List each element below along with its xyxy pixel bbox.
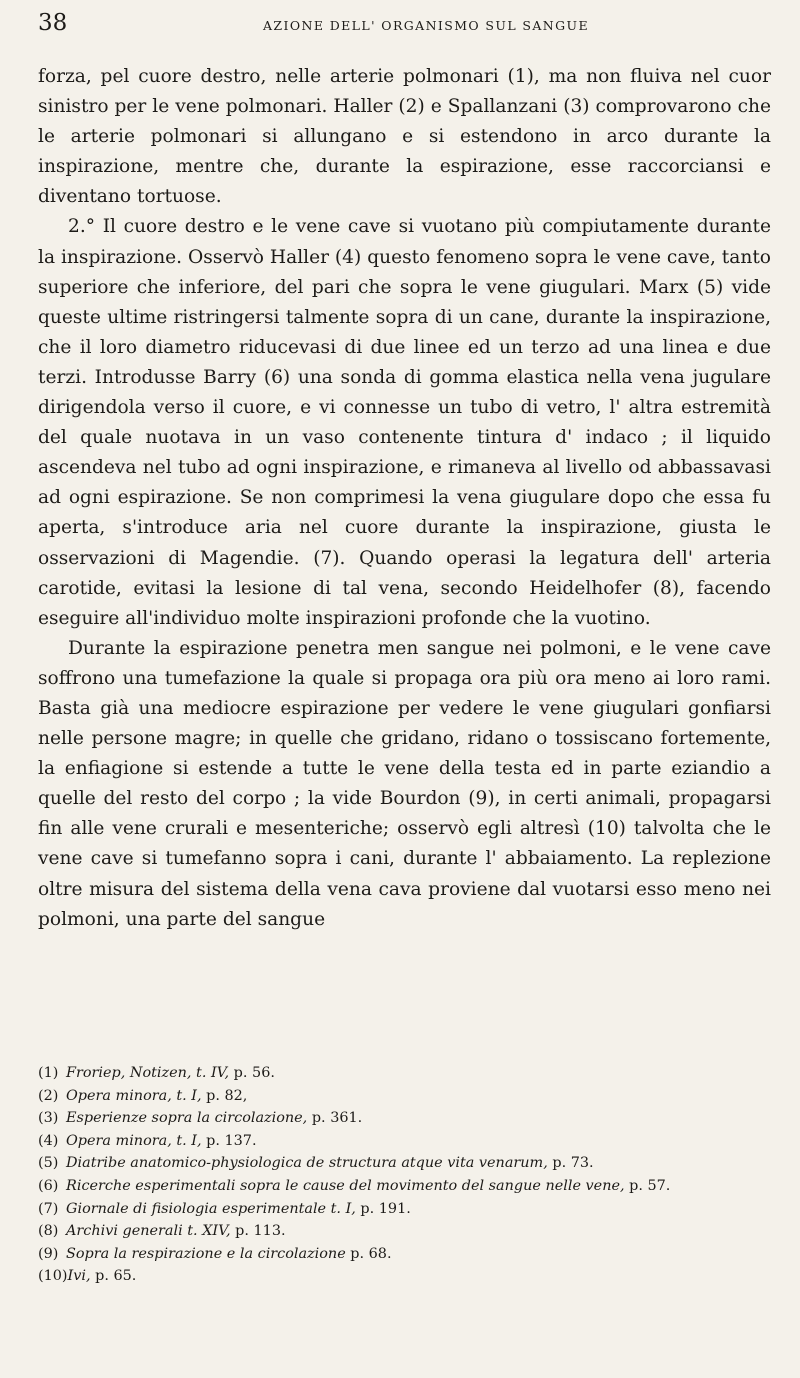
footnotes: [38, 1062, 771, 1288]
footnote: [38, 1107, 771, 1130]
footnote-title: Esperienze sopra la circolazione,: [66, 1110, 308, 1127]
footnote-title: Opera minora, t. I,: [66, 1087, 202, 1104]
footnote-number: (9): [38, 1245, 59, 1262]
footnote-number: (5): [38, 1155, 59, 1172]
footnote-number: (8): [38, 1223, 59, 1240]
footnote-number: (6): [38, 1177, 59, 1194]
running-head: AZIONE DELL' ORGANISMO SUL SANGUE: [263, 18, 589, 33]
footnote: [38, 1198, 771, 1221]
footnote-title: Opera minora, t. I,: [66, 1132, 202, 1149]
footnote-title: Ricerche esperimentali sopra le cause del movimento del sangue nelle vene,: [66, 1177, 625, 1194]
footnote-title: Archivi generali t. XIV,: [66, 1223, 231, 1240]
footnote: [38, 1062, 771, 1085]
paragraph-1: forza, pel cuore destro, nelle arterie polmonari (1), ma non fluiva nel cuor sinistro per le vene polmonari. Haller (2) e Spallanzani (3) comprovarono che le arterie polmonari si allungano e si estendono in arco durante la inspirazione, mentre che, durante la espirazione, esse raccorciansi e diventano tortuose.: [38, 66, 771, 208]
footnote-title: Diatribe anatomico-physiologica de structura atque vita venarum,: [66, 1155, 548, 1172]
page-header: [38, 10, 773, 40]
footnote: [38, 1175, 771, 1198]
footnote: [38, 1265, 771, 1288]
footnote-number: (1): [38, 1065, 59, 1081]
footnote-number: (10): [38, 1268, 68, 1285]
footnote-ref: p. 82,: [201, 1087, 248, 1104]
footnote-number: (7): [38, 1200, 59, 1217]
footnote-title: Froriep, Notizen, t. IV,: [66, 1065, 230, 1081]
footnote-number: (3): [38, 1110, 59, 1127]
footnote-number: (2): [38, 1087, 59, 1104]
footnote-ref: p. 191.: [355, 1200, 411, 1217]
footnote-ref: p. 56.: [229, 1065, 275, 1081]
footnote-ref: p. 57.: [624, 1177, 671, 1194]
footnote: [38, 1130, 771, 1153]
footnote-ref: p. 68.: [345, 1245, 392, 1262]
footnote-ref: p. 137.: [201, 1132, 257, 1149]
footnote-title: Giornale di fisiologia esperimentale t. I,: [66, 1200, 356, 1217]
footnote: [38, 1220, 771, 1243]
footnote-title: Ivi,: [67, 1268, 91, 1285]
footnote-title: Sopra la respirazione e la circolazione: [66, 1245, 346, 1262]
footnote-ref: p. 73.: [547, 1155, 594, 1172]
footnote-ref: p. 361.: [307, 1110, 363, 1127]
body-text: [38, 62, 771, 935]
footnote: [38, 1243, 771, 1266]
page-number: 38: [38, 10, 68, 36]
footnote-ref: p. 113.: [230, 1223, 286, 1240]
footnote: [38, 1085, 771, 1108]
paragraph-2: 2.° Il cuore destro e le vene cave si vuotano più compiutamente durante la inspirazione. Osservò Haller (4) questo fenomeno sopra le vene cave, tanto superiore che inferiore, del pari che sopra le vene giugulari. Marx (5) vide queste ultime ristringersi talmente sopra di un cane, durante la inspirazione, che il loro diametro riducevasi di due linee ed un terzo ad una linea e due terzi. Introdusse Barry (6) una sonda di gomma elastica nella vena jugulare dirigendola verso il cuore, e vi connesse un tubo di vetro, l' altra estremità del quale nuotava in un vaso contenente tintura d' indaco ; il liquido ascendeva nel tubo ad ogni inspirazione, e rimaneva al livello od abbassavasi ad ogni espirazione. Se non comprimesi la vena giugulare dopo che essa fu aperta, s'introduce aria nel cuore durante la inspirazione, giusta le osservazioni di Magendie. (7). Quando operasi la legatura dell' arteria carotide, evitasi la lesione di tal vena, secondo Heidelhofer (8), facendo eseguire all'individuo molte inspirazioni profonde che la vuotino.: [38, 216, 771, 629]
footnote: [38, 1152, 771, 1175]
footnote-ref: p. 65.: [90, 1268, 137, 1285]
paragraph-3: Durante la espirazione penetra men sangue nei polmoni, e le vene cave soffrono una tumefazione la quale si propaga ora più ora meno ai loro rami. Basta già una mediocre espirazione per vedere le vene giugulari gonfiarsi nelle persone magre; in quelle che gridano, ridano o tossiscano fortemente, la enfiagione si estende a tutte le vene della testa ed in parte eziandio a quelle del resto del corpo ; la vide Bourdon (9), in certi animali, propagarsi fin alle vene crurali e mesenteriche; osservò egli altresì (10) talvolta che le vene cave si tumefanno sopra i cani, durante l' abbaiamento. La replezione oltre misura del sistema della vena cava proviene dal vuotarsi esso meno nei polmoni, una parte del sangue: [38, 637, 771, 930]
footnote-number: (4): [38, 1132, 59, 1149]
